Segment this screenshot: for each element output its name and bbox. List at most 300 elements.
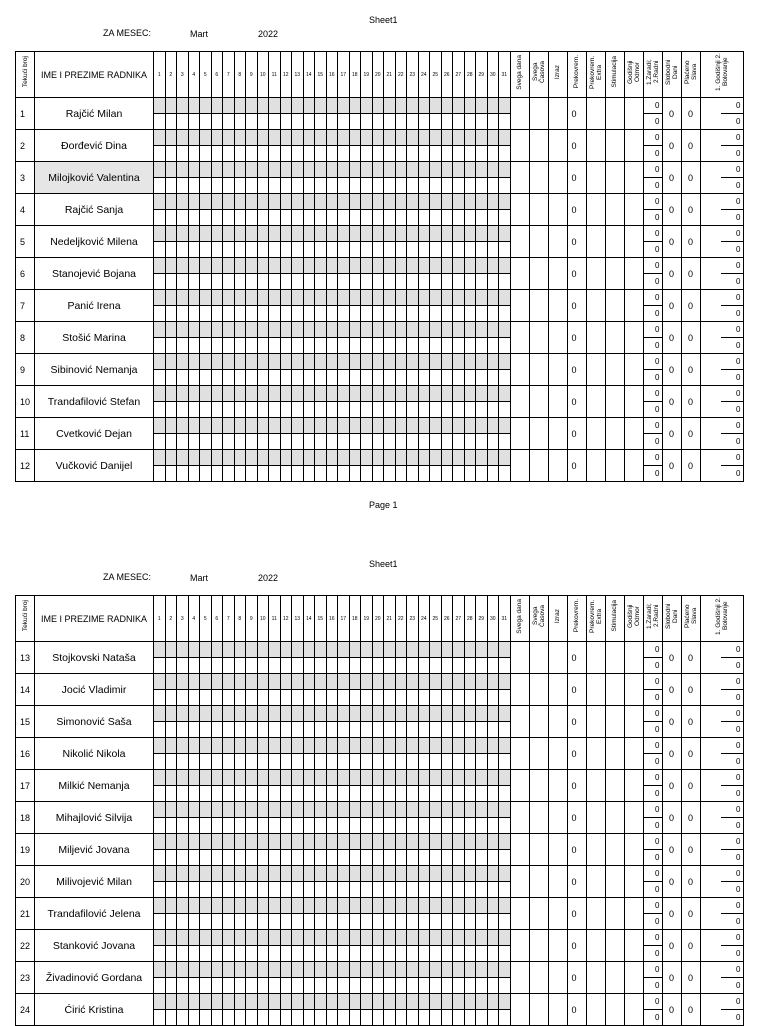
day-cell-upper[interactable] xyxy=(441,738,453,754)
day-cell-lower[interactable] xyxy=(464,946,476,962)
day-cell-lower[interactable] xyxy=(407,114,419,130)
cell-svega-casova[interactable] xyxy=(529,738,548,770)
day-cell-lower[interactable] xyxy=(165,722,177,738)
day-cell-lower[interactable] xyxy=(476,754,488,770)
day-cell-lower[interactable] xyxy=(395,818,407,834)
day-cell-upper[interactable] xyxy=(257,834,269,850)
day-cell-upper[interactable] xyxy=(269,418,281,434)
day-cell-upper[interactable] xyxy=(384,674,396,690)
day-cell-upper[interactable] xyxy=(315,802,327,818)
cell-svega-dana[interactable] xyxy=(510,450,529,482)
cell-slobodni-dani[interactable]: 0 xyxy=(662,866,681,898)
day-cell-upper[interactable] xyxy=(177,98,189,114)
day-cell-lower[interactable] xyxy=(338,978,350,994)
day-cell-lower[interactable] xyxy=(165,242,177,258)
day-cell-lower[interactable] xyxy=(280,210,292,226)
cell-slobodni-dani[interactable]: 0 xyxy=(662,994,681,1026)
cell-slobodni-dani[interactable]: 0 xyxy=(662,98,681,130)
day-cell-lower[interactable] xyxy=(154,210,166,226)
day-cell-lower[interactable] xyxy=(223,850,235,866)
day-cell-lower[interactable] xyxy=(487,658,499,674)
day-cell-upper[interactable] xyxy=(188,738,200,754)
day-cell-upper[interactable] xyxy=(303,162,315,178)
day-cell-lower[interactable] xyxy=(257,850,269,866)
day-cell-lower[interactable] xyxy=(476,242,488,258)
day-cell-upper[interactable] xyxy=(338,738,350,754)
day-cell-lower[interactable] xyxy=(154,274,166,290)
day-cell-upper[interactable] xyxy=(361,290,373,306)
day-cell-lower[interactable] xyxy=(223,146,235,162)
worker-name[interactable]: Jocić Vladimir xyxy=(35,674,154,706)
day-cell-lower[interactable] xyxy=(384,722,396,738)
day-cell-lower[interactable] xyxy=(430,370,442,386)
day-cell-upper[interactable] xyxy=(315,898,327,914)
day-cell-upper[interactable] xyxy=(326,418,338,434)
day-cell-lower[interactable] xyxy=(177,466,189,482)
day-cell-lower[interactable] xyxy=(326,402,338,418)
cell-izraz[interactable] xyxy=(548,354,567,386)
cell-godisnji-odmor[interactable] xyxy=(624,802,643,834)
cell-radni-value[interactable]: 0 xyxy=(643,466,662,482)
day-cell-upper[interactable] xyxy=(303,418,315,434)
day-cell-lower[interactable] xyxy=(303,370,315,386)
day-cell-upper[interactable] xyxy=(234,706,246,722)
day-cell-upper[interactable] xyxy=(418,738,430,754)
day-cell-lower[interactable] xyxy=(441,1010,453,1026)
day-cell-lower[interactable] xyxy=(280,402,292,418)
day-cell-upper[interactable] xyxy=(372,322,384,338)
day-cell-lower[interactable] xyxy=(430,114,442,130)
day-cell-upper[interactable] xyxy=(177,866,189,882)
day-cell-upper[interactable] xyxy=(223,674,235,690)
day-cell-lower[interactable] xyxy=(407,818,419,834)
day-cell-lower[interactable] xyxy=(338,754,350,770)
day-cell-upper[interactable] xyxy=(338,866,350,882)
day-cell-upper[interactable] xyxy=(154,674,166,690)
day-cell-lower[interactable] xyxy=(200,1010,212,1026)
day-cell-upper[interactable] xyxy=(384,386,396,402)
day-cell-lower[interactable] xyxy=(223,274,235,290)
day-cell-upper[interactable] xyxy=(349,994,361,1010)
day-cell-lower[interactable] xyxy=(188,274,200,290)
day-cell-lower[interactable] xyxy=(407,178,419,194)
day-cell-lower[interactable] xyxy=(211,242,223,258)
cell-zaradi-value[interactable]: 0 xyxy=(643,706,662,722)
day-cell-upper[interactable] xyxy=(280,194,292,210)
day-cell-upper[interactable] xyxy=(361,194,373,210)
cell-izraz[interactable] xyxy=(548,130,567,162)
day-cell-upper[interactable] xyxy=(154,418,166,434)
day-cell-upper[interactable] xyxy=(154,898,166,914)
day-cell-lower[interactable] xyxy=(326,210,338,226)
day-cell-lower[interactable] xyxy=(372,274,384,290)
cell-radni-value[interactable]: 0 xyxy=(643,146,662,162)
day-cell-upper[interactable] xyxy=(453,290,465,306)
day-cell-upper[interactable] xyxy=(200,866,212,882)
cell-prekovrem[interactable]: 0 xyxy=(567,962,586,994)
day-cell-upper[interactable] xyxy=(349,130,361,146)
day-cell-lower[interactable] xyxy=(476,466,488,482)
cell-prekovrem-extra[interactable] xyxy=(586,834,605,866)
day-cell-upper[interactable] xyxy=(395,898,407,914)
day-cell-upper[interactable] xyxy=(246,354,258,370)
cell-radni-value[interactable]: 0 xyxy=(643,306,662,322)
day-cell-upper[interactable] xyxy=(200,98,212,114)
day-cell-lower[interactable] xyxy=(441,114,453,130)
cell-zaradi-value[interactable]: 0 xyxy=(643,386,662,402)
day-cell-lower[interactable] xyxy=(338,786,350,802)
day-cell-upper[interactable] xyxy=(303,354,315,370)
day-cell-upper[interactable] xyxy=(234,962,246,978)
day-cell-upper[interactable] xyxy=(384,866,396,882)
day-cell-upper[interactable] xyxy=(441,354,453,370)
day-cell-upper[interactable] xyxy=(269,98,281,114)
day-cell-upper[interactable] xyxy=(499,674,511,690)
day-cell-lower[interactable] xyxy=(315,946,327,962)
day-cell-lower[interactable] xyxy=(499,242,511,258)
cell-godisnji-odmor[interactable] xyxy=(624,354,643,386)
day-cell-upper[interactable] xyxy=(269,354,281,370)
day-cell-lower[interactable] xyxy=(165,466,177,482)
day-cell-upper[interactable] xyxy=(407,322,419,338)
day-cell-upper[interactable] xyxy=(257,642,269,658)
day-cell-upper[interactable] xyxy=(326,770,338,786)
day-cell-upper[interactable] xyxy=(430,834,442,850)
day-cell-lower[interactable] xyxy=(384,402,396,418)
day-cell-upper[interactable] xyxy=(234,674,246,690)
day-cell-lower[interactable] xyxy=(280,882,292,898)
cell-slobodni-dani[interactable]: 0 xyxy=(662,738,681,770)
day-cell-upper[interactable] xyxy=(372,258,384,274)
day-cell-upper[interactable] xyxy=(453,322,465,338)
day-cell-upper[interactable] xyxy=(257,962,269,978)
cell-godisnji-value[interactable]: 0 xyxy=(721,418,743,434)
day-cell-upper[interactable] xyxy=(223,930,235,946)
cell-godisnji-odmor[interactable] xyxy=(624,130,643,162)
day-cell-lower[interactable] xyxy=(257,786,269,802)
day-cell-lower[interactable] xyxy=(384,274,396,290)
day-cell-upper[interactable] xyxy=(326,98,338,114)
day-cell-upper[interactable] xyxy=(476,994,488,1010)
day-cell-upper[interactable] xyxy=(200,450,212,466)
day-cell-lower[interactable] xyxy=(269,690,281,706)
day-cell-lower[interactable] xyxy=(464,978,476,994)
day-cell-lower[interactable] xyxy=(223,722,235,738)
worker-name[interactable]: Nedeljković Milena xyxy=(35,226,154,258)
cell-godisnji-odmor[interactable] xyxy=(624,962,643,994)
day-cell-upper[interactable] xyxy=(165,674,177,690)
cell-prekovrem[interactable]: 0 xyxy=(567,322,586,354)
cell-svega-casova[interactable] xyxy=(529,866,548,898)
cell-zaradi-value[interactable]: 0 xyxy=(643,770,662,786)
day-cell-upper[interactable] xyxy=(303,98,315,114)
cell-bolovanje-value[interactable]: 0 xyxy=(721,370,743,386)
day-cell-upper[interactable] xyxy=(430,418,442,434)
day-cell-lower[interactable] xyxy=(292,818,304,834)
cell-prekovrem-extra[interactable] xyxy=(586,98,605,130)
cell-svega-dana[interactable] xyxy=(510,226,529,258)
day-cell-upper[interactable] xyxy=(384,738,396,754)
cell-zaradi-value[interactable]: 0 xyxy=(643,994,662,1010)
day-cell-upper[interactable] xyxy=(487,962,499,978)
day-cell-upper[interactable] xyxy=(223,738,235,754)
day-cell-upper[interactable] xyxy=(165,898,177,914)
day-cell-upper[interactable] xyxy=(177,962,189,978)
day-cell-upper[interactable] xyxy=(234,194,246,210)
day-cell-lower[interactable] xyxy=(246,370,258,386)
day-cell-lower[interactable] xyxy=(257,754,269,770)
day-cell-lower[interactable] xyxy=(430,306,442,322)
day-cell-upper[interactable] xyxy=(487,386,499,402)
cell-prekovrem[interactable]: 0 xyxy=(567,258,586,290)
day-cell-upper[interactable] xyxy=(384,162,396,178)
day-cell-lower[interactable] xyxy=(407,370,419,386)
day-cell-lower[interactable] xyxy=(303,434,315,450)
day-cell-upper[interactable] xyxy=(234,162,246,178)
day-cell-lower[interactable] xyxy=(269,722,281,738)
cell-godisnji-value[interactable]: 0 xyxy=(721,354,743,370)
day-cell-lower[interactable] xyxy=(487,434,499,450)
day-cell-upper[interactable] xyxy=(476,450,488,466)
cell-svega-casova[interactable] xyxy=(529,898,548,930)
day-cell-upper[interactable] xyxy=(407,706,419,722)
day-cell-lower[interactable] xyxy=(223,370,235,386)
day-cell-upper[interactable] xyxy=(280,738,292,754)
day-cell-lower[interactable] xyxy=(326,658,338,674)
cell-slobodni-dani[interactable]: 0 xyxy=(662,130,681,162)
day-cell-lower[interactable] xyxy=(487,978,499,994)
day-cell-lower[interactable] xyxy=(418,882,430,898)
cell-slobodni-dani[interactable]: 0 xyxy=(662,290,681,322)
day-cell-lower[interactable] xyxy=(257,338,269,354)
cell-bolovanje-value[interactable]: 0 xyxy=(721,466,743,482)
day-cell-upper[interactable] xyxy=(407,770,419,786)
cell-svega-dana[interactable] xyxy=(510,642,529,674)
day-cell-lower[interactable] xyxy=(326,274,338,290)
day-cell-lower[interactable] xyxy=(269,114,281,130)
day-cell-upper[interactable] xyxy=(407,898,419,914)
cell-prekovrem-extra[interactable] xyxy=(586,194,605,226)
day-cell-upper[interactable] xyxy=(361,962,373,978)
day-cell-lower[interactable] xyxy=(418,978,430,994)
day-cell-upper[interactable] xyxy=(372,930,384,946)
day-cell-lower[interactable] xyxy=(234,114,246,130)
day-cell-upper[interactable] xyxy=(234,994,246,1010)
day-cell-upper[interactable] xyxy=(211,834,223,850)
cell-svega-casova[interactable] xyxy=(529,386,548,418)
day-cell-lower[interactable] xyxy=(430,658,442,674)
cell-izraz[interactable] xyxy=(548,194,567,226)
day-cell-upper[interactable] xyxy=(476,386,488,402)
day-cell-lower[interactable] xyxy=(234,850,246,866)
day-cell-upper[interactable] xyxy=(177,642,189,658)
cell-svega-dana[interactable] xyxy=(510,770,529,802)
day-cell-lower[interactable] xyxy=(177,978,189,994)
day-cell-lower[interactable] xyxy=(303,178,315,194)
day-cell-upper[interactable] xyxy=(499,194,511,210)
day-cell-lower[interactable] xyxy=(211,306,223,322)
day-cell-upper[interactable] xyxy=(453,98,465,114)
day-cell-lower[interactable] xyxy=(165,658,177,674)
day-cell-upper[interactable] xyxy=(303,322,315,338)
day-cell-upper[interactable] xyxy=(292,258,304,274)
day-cell-upper[interactable] xyxy=(211,770,223,786)
day-cell-upper[interactable] xyxy=(487,98,499,114)
day-cell-lower[interactable] xyxy=(246,338,258,354)
day-cell-lower[interactable] xyxy=(372,210,384,226)
day-cell-upper[interactable] xyxy=(361,258,373,274)
cell-slobodni-dani[interactable]: 0 xyxy=(662,162,681,194)
day-cell-lower[interactable] xyxy=(476,210,488,226)
cell-stimulacija[interactable] xyxy=(605,226,624,258)
day-cell-upper[interactable] xyxy=(211,226,223,242)
day-cell-lower[interactable] xyxy=(441,818,453,834)
cell-svega-casova[interactable] xyxy=(529,290,548,322)
cell-zaradi-value[interactable]: 0 xyxy=(643,802,662,818)
cell-bolovanje-value[interactable]: 0 xyxy=(721,338,743,354)
cell-zaradi-value[interactable]: 0 xyxy=(643,258,662,274)
day-cell-lower[interactable] xyxy=(292,306,304,322)
day-cell-lower[interactable] xyxy=(280,690,292,706)
day-cell-lower[interactable] xyxy=(154,722,166,738)
day-cell-lower[interactable] xyxy=(361,306,373,322)
day-cell-lower[interactable] xyxy=(487,882,499,898)
cell-godisnji-value[interactable]: 0 xyxy=(721,994,743,1010)
day-cell-lower[interactable] xyxy=(487,114,499,130)
worker-name[interactable]: Stanojević Bojana xyxy=(35,258,154,290)
day-cell-lower[interactable] xyxy=(464,210,476,226)
day-cell-lower[interactable] xyxy=(154,1010,166,1026)
day-cell-lower[interactable] xyxy=(280,818,292,834)
cell-stimulacija[interactable] xyxy=(605,802,624,834)
cell-zaradi-value[interactable]: 0 xyxy=(643,450,662,466)
day-cell-upper[interactable] xyxy=(200,130,212,146)
day-cell-upper[interactable] xyxy=(430,642,442,658)
day-cell-upper[interactable] xyxy=(464,290,476,306)
cell-radni-value[interactable]: 0 xyxy=(643,210,662,226)
day-cell-lower[interactable] xyxy=(177,210,189,226)
day-cell-lower[interactable] xyxy=(430,914,442,930)
day-cell-lower[interactable] xyxy=(315,786,327,802)
day-cell-upper[interactable] xyxy=(499,802,511,818)
cell-slobodni-dani[interactable]: 0 xyxy=(662,642,681,674)
cell-svega-dana[interactable] xyxy=(510,194,529,226)
day-cell-lower[interactable] xyxy=(487,178,499,194)
cell-svega-dana[interactable] xyxy=(510,962,529,994)
day-cell-lower[interactable] xyxy=(292,114,304,130)
cell-zaradi-value[interactable]: 0 xyxy=(643,130,662,146)
day-cell-lower[interactable] xyxy=(476,914,488,930)
day-cell-lower[interactable] xyxy=(453,722,465,738)
day-cell-upper[interactable] xyxy=(246,994,258,1010)
day-cell-upper[interactable] xyxy=(430,674,442,690)
day-cell-lower[interactable] xyxy=(177,114,189,130)
cell-prekovrem[interactable]: 0 xyxy=(567,770,586,802)
day-cell-upper[interactable] xyxy=(453,898,465,914)
day-cell-upper[interactable] xyxy=(292,386,304,402)
day-cell-upper[interactable] xyxy=(154,930,166,946)
day-cell-lower[interactable] xyxy=(188,882,200,898)
day-cell-lower[interactable] xyxy=(476,338,488,354)
day-cell-lower[interactable] xyxy=(257,466,269,482)
day-cell-upper[interactable] xyxy=(326,354,338,370)
cell-radni-value[interactable]: 0 xyxy=(643,882,662,898)
day-cell-lower[interactable] xyxy=(372,658,384,674)
day-cell-upper[interactable] xyxy=(303,802,315,818)
day-cell-lower[interactable] xyxy=(499,146,511,162)
day-cell-upper[interactable] xyxy=(499,962,511,978)
cell-placeno-slava[interactable]: 0 xyxy=(681,450,700,482)
day-cell-upper[interactable] xyxy=(292,418,304,434)
day-cell-lower[interactable] xyxy=(246,978,258,994)
day-cell-upper[interactable] xyxy=(487,162,499,178)
day-cell-lower[interactable] xyxy=(453,1010,465,1026)
day-cell-lower[interactable] xyxy=(315,146,327,162)
day-cell-upper[interactable] xyxy=(246,194,258,210)
day-cell-lower[interactable] xyxy=(292,210,304,226)
day-cell-upper[interactable] xyxy=(257,386,269,402)
day-cell-lower[interactable] xyxy=(257,274,269,290)
day-cell-lower[interactable] xyxy=(165,914,177,930)
day-cell-lower[interactable] xyxy=(280,658,292,674)
day-cell-lower[interactable] xyxy=(476,882,488,898)
day-cell-upper[interactable] xyxy=(292,98,304,114)
day-cell-lower[interactable] xyxy=(349,210,361,226)
day-cell-upper[interactable] xyxy=(349,898,361,914)
cell-godisnji-odmor[interactable] xyxy=(624,322,643,354)
day-cell-lower[interactable] xyxy=(441,946,453,962)
day-cell-lower[interactable] xyxy=(303,690,315,706)
day-cell-upper[interactable] xyxy=(188,290,200,306)
day-cell-lower[interactable] xyxy=(246,242,258,258)
day-cell-upper[interactable] xyxy=(154,258,166,274)
day-cell-lower[interactable] xyxy=(154,370,166,386)
day-cell-lower[interactable] xyxy=(269,914,281,930)
day-cell-lower[interactable] xyxy=(407,882,419,898)
cell-godisnji-value[interactable]: 0 xyxy=(721,386,743,402)
day-cell-upper[interactable] xyxy=(361,162,373,178)
day-cell-upper[interactable] xyxy=(257,450,269,466)
day-cell-upper[interactable] xyxy=(372,738,384,754)
day-cell-lower[interactable] xyxy=(453,370,465,386)
day-cell-lower[interactable] xyxy=(234,818,246,834)
day-cell-upper[interactable] xyxy=(407,98,419,114)
day-cell-upper[interactable] xyxy=(223,418,235,434)
day-cell-lower[interactable] xyxy=(338,402,350,418)
day-cell-upper[interactable] xyxy=(476,834,488,850)
cell-slobodni-dani[interactable]: 0 xyxy=(662,674,681,706)
day-cell-upper[interactable] xyxy=(384,322,396,338)
day-cell-lower[interactable] xyxy=(453,850,465,866)
day-cell-lower[interactable] xyxy=(257,914,269,930)
day-cell-lower[interactable] xyxy=(464,114,476,130)
day-cell-lower[interactable] xyxy=(188,242,200,258)
day-cell-lower[interactable] xyxy=(476,946,488,962)
cell-svega-dana[interactable] xyxy=(510,322,529,354)
day-cell-upper[interactable] xyxy=(257,930,269,946)
day-cell-lower[interactable] xyxy=(395,338,407,354)
day-cell-upper[interactable] xyxy=(441,98,453,114)
day-cell-upper[interactable] xyxy=(223,354,235,370)
day-cell-upper[interactable] xyxy=(292,770,304,786)
day-cell-lower[interactable] xyxy=(361,818,373,834)
cell-bolovanje-value[interactable]: 0 xyxy=(721,786,743,802)
day-cell-lower[interactable] xyxy=(165,946,177,962)
day-cell-lower[interactable] xyxy=(476,1010,488,1026)
day-cell-upper[interactable] xyxy=(165,386,177,402)
cell-svega-dana[interactable] xyxy=(510,130,529,162)
worker-name[interactable]: Nikolić Nikola xyxy=(35,738,154,770)
